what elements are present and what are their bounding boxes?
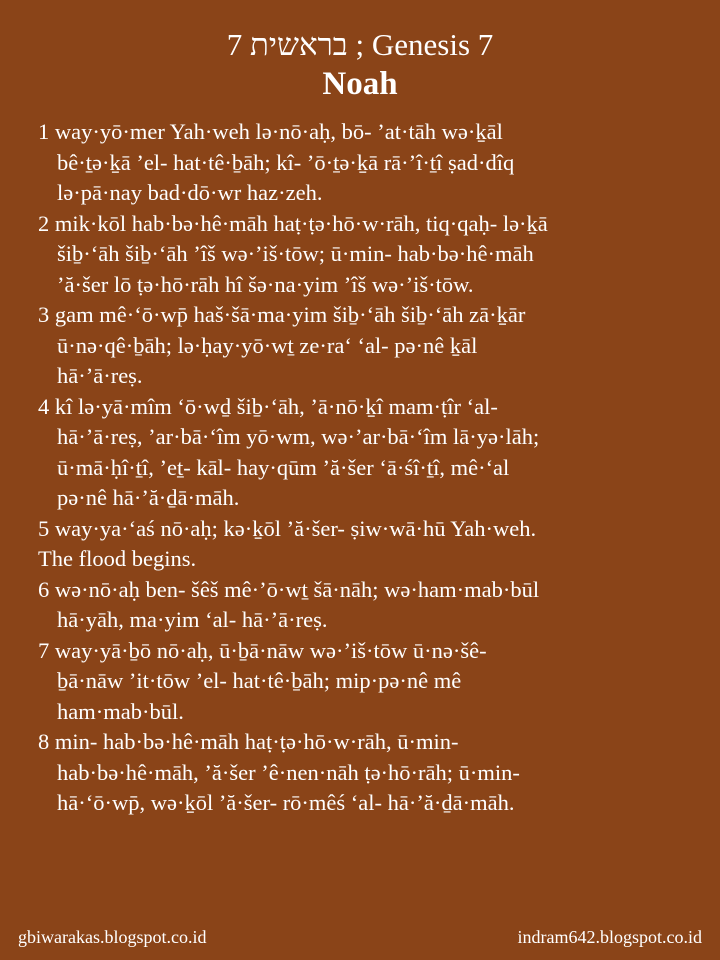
- verse-line: hā·yāh, ma·yim ‘al- hā·’ā·reṣ.: [57, 607, 328, 632]
- verse-line: 2 mik·kōl hab·bə·hê·māh haṭ·ṭə·hō·w·rāh, tiq·qaḥ- lə·ḵā: [38, 210, 548, 236]
- page-title: בראשית 7 ; Genesis 7: [226, 27, 494, 62]
- verse-line: 5 way·ya·‘aś nō·aḥ; kə·ḵōl ’ă·šer- ṣiw·wā·hū Yah·weh.: [38, 515, 537, 541]
- verse-line: 4 kî lə·yā·mîm ‘ō·wḏ šiḇ·‘āh, ’ā·nō·ḵî mam·ṭîr ‘al-: [38, 393, 498, 419]
- verse-line: 6 wə·nō·aḥ ben- šêš mê·’ō·wṯ šā·nāh; wə·ham·mab·būl: [38, 576, 540, 602]
- verse-line: ū·nə·qê·ḇāh; lə·ḥay·yō·wṯ ze·ra‘ ‘al- pə·nê ḵāl: [57, 332, 478, 358]
- verse-line: ḇā·nāw ’it·tōw ’el- hat·tê·ḇāh; mip·pə·nê mê: [57, 668, 462, 693]
- verse-line: ham·mab·būl.: [57, 698, 184, 724]
- verse-line: pə·nê hā·’ă·ḏā·māh.: [57, 485, 240, 510]
- verse-line: hab·bə·hê·māh, ’ă·šer ’ê·nen·nāh ṭə·hō·rāh; ū·min-: [57, 759, 520, 785]
- verse-line: bê·ṯə·ḵā ’el- hat·tê·ḇāh; kî- ’ō·ṯə·ḵā rā·’î·ṯî ṣad·dîq: [57, 149, 515, 175]
- verse-line: 7 way·yā·ḇō nō·aḥ, ū·ḇā·nāw wə·’iš·tōw ū·nə·šê-: [38, 637, 487, 663]
- verse-text: [38, 117, 698, 819]
- verse-line: 1 way·yō·mer Yah·weh lə·nō·aḥ, bō- ’at·tāh wə·ḵāl: [38, 119, 503, 144]
- verse-line: 3 gam mê·‘ō·wp̄ haš·šā·ma·yim šiḇ·‘āh šiḇ·‘āh zā·ḵār: [38, 302, 526, 327]
- verse-line: hā·’ā·reṣ.: [57, 363, 143, 388]
- verse-line: lə·pā·nay bad·dō·wr haz·zeh.: [57, 180, 323, 205]
- footer-link-right: indram642.blogspot.co.id: [517, 927, 702, 947]
- verse-line: hā·‘ō·wp̄, wə·ḵōl ’ă·šer- rō·mêś ‘al- hā·’ă·ḏā·māh.: [57, 790, 515, 815]
- footer-link-left: gbiwarakas.blogspot.co.id: [18, 927, 207, 947]
- verse-line: 8 min- hab·bə·hê·māh haṭ·ṭə·hō·w·rāh, ū·min-: [38, 729, 459, 754]
- section-heading: The flood begins.: [38, 546, 197, 571]
- verse-line: šiḇ·‘āh šiḇ·‘āh ’îš wə·’iš·tōw; ū·min- hab·bə·hê·māh: [57, 241, 534, 266]
- verse-line: ’ă·šer lō ṭə·hō·rāh hî šə·na·yim ’îš wə·’iš·tōw.: [57, 271, 474, 297]
- verse-line: hā·’ā·reṣ, ’ar·bā·‘îm yō·wm, wə·’ar·bā·‘îm lā·yə·lāh;: [57, 424, 540, 449]
- verse-line: ū·mā·ḥî·ṯî, ’eṯ- kāl- hay·qūm ’ă·šer ‘ā·śî·ṯî, mê·‘al: [57, 454, 510, 480]
- section-title: Noah: [322, 66, 398, 102]
